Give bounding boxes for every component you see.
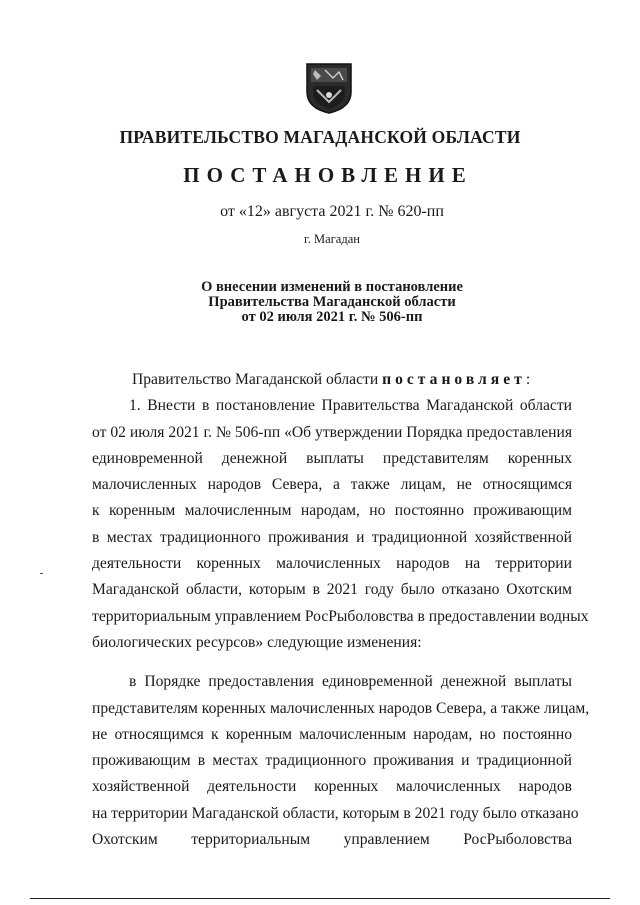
paragraph-line: малочисленных народов Севера, а также лицам, не относящимся (92, 476, 572, 494)
preamble-keyword: постановляет (382, 371, 526, 388)
document-subject (12, 280, 640, 325)
paragraph-line: представителям коренных малочисленных народов Севера, а также лицам, (92, 699, 590, 717)
paragraph-line: деятельности коренных малочисленных народов на территории (92, 555, 572, 573)
magadan-coat-of-arms-icon (303, 62, 355, 114)
paragraph-line: территориальным управлением РосРыболовства в предоставлении водных (92, 607, 589, 625)
preamble-colon: : (525, 371, 531, 388)
preamble (92, 367, 572, 393)
paragraph-line: в Порядке предоставления единовременной денежной выплаты (129, 673, 572, 691)
document-city: г. Магадан (304, 232, 360, 246)
page-bottom-rule (30, 898, 610, 899)
paragraph-line: хозяйственной деятельности коренных малочисленных народов (92, 778, 572, 796)
paragraph-line: на территории Магаданской области, которым в 2021 году было отказано (92, 804, 579, 822)
paragraph-line: Охотским территориальным управлением РосРыболовства (92, 831, 572, 849)
margin-mark (40, 573, 43, 574)
paragraph-line: не относящимся к коренным малочисленным народам, но постоянно (92, 725, 572, 743)
paragraph-line: в местах традиционного проживания и традиционной хозяйственной (92, 528, 572, 546)
document-type: ПОСТАНОВЛЕНИЕ (183, 163, 473, 187)
authority-title: ПРАВИТЕЛЬСТВО МАГАДАНСКОЙ ОБЛАСТИ (119, 127, 521, 147)
preamble-text: Правительство Магаданской области (132, 371, 379, 388)
paragraph-line: к коренным малочисленным народам, но постоянно проживающим (92, 502, 572, 520)
paragraph-line: 1. Внести в постановление Правительства Магаданской области (129, 397, 572, 415)
paragraph-line: Магаданской области, которым в 2021 году было отказано Охотским (92, 581, 572, 599)
document-body (92, 367, 590, 853)
subject-line: Правительства Магаданской области (208, 294, 456, 310)
subject-line: О внесении изменений в постановление (201, 279, 463, 295)
paragraph-line: проживающим в местах традиционного проживания и традиционной (92, 752, 572, 770)
paragraph-line: единовременной денежной выплаты представителям коренных (92, 449, 572, 467)
subject-line: от 02 июля 2021 г. № 506-пп (241, 309, 423, 325)
paragraph-line: от 02 июля 2021 г. № 506-пп «Об утверждении Порядка предоставления (92, 423, 572, 441)
document-date-number: от «12» августа 2021 г. № 620-пп (220, 203, 444, 220)
paragraph-line: биологических ресурсов» следующие изменения: (92, 633, 422, 651)
